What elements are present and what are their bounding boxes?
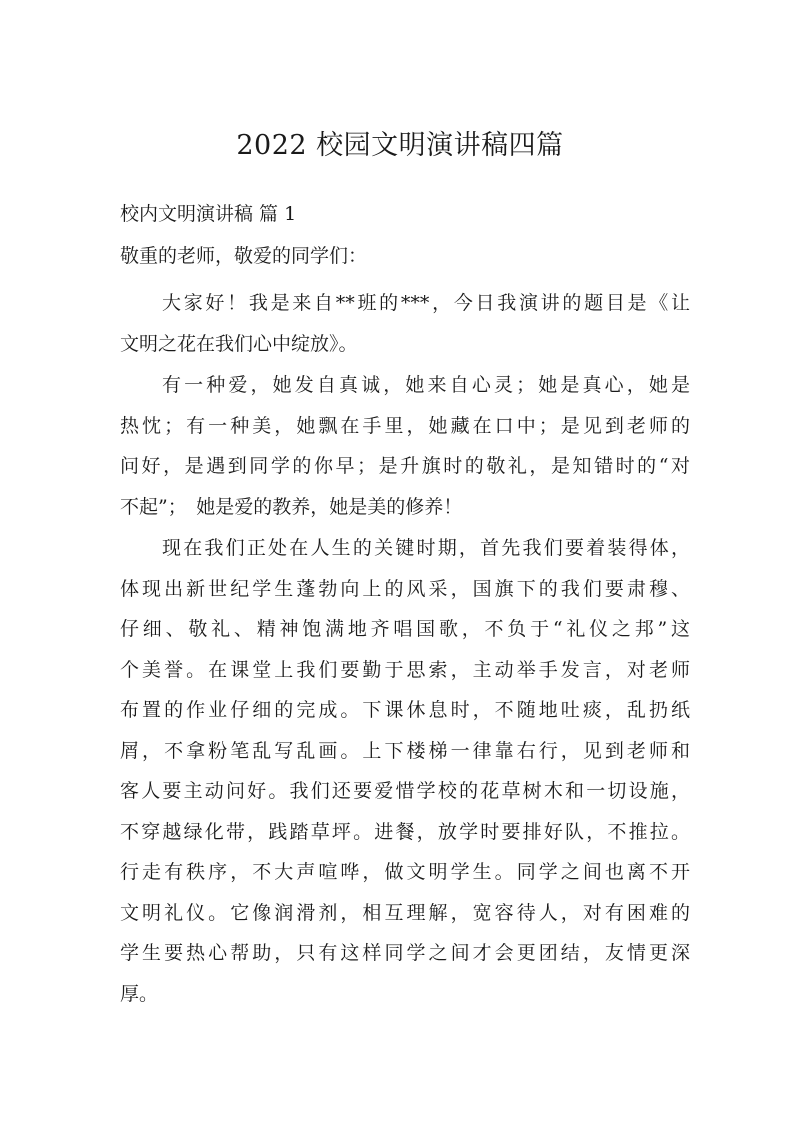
paragraph-line: 文明礼仪。它像润滑剂，相互理解，宽容待人，对有困难的 (120, 901, 690, 924)
paragraph-line: 学生要热心帮助，只有这样同学之间才会更团结，友情更深 (120, 942, 690, 964)
paragraph-line: 厚。 (120, 982, 159, 1005)
salutation: 敬重的老师，敬爱的同学们： (120, 245, 368, 267)
paragraph-line: 文明之花在我们心中绽放》。 (120, 332, 358, 355)
paragraph-line: 不穿越绿化带，践踏草坪。进餐，放学时要排好队，不推拉。 (120, 820, 690, 843)
paragraph-conduct (120, 528, 690, 1014)
paragraph-line: 客人要主动问好。我们还要爱惜学校的花草树木和一切设施， (120, 780, 690, 802)
paragraph-line: 布置的作业仔细的完成。下课休息时，不随地吐痰，乱扔纸 (120, 699, 690, 721)
paragraph-line: 屑，不拿粉笔乱写乱画。上下楼梯一律靠右行，见到老师和 (120, 739, 690, 762)
paragraph-line: 仔细、敬礼、精神饱满地齐唱国歌，不负于“礼仪之邦”这 (120, 618, 690, 640)
document-title: 2022 校园文明演讲稿四篇 (236, 130, 564, 161)
paragraph-line: 现在我们正处在人生的关键时期，首先我们要着装得体， (162, 537, 690, 559)
paragraph-line: 大家好！我是来自**班的***，今日我演讲的题目是《让 (162, 292, 690, 314)
paragraph-line: 不起”； 她是爱的教养，她是美的修养！ (120, 495, 463, 518)
paragraph-line: 有一种爱，她发自真诚，她来自心灵；她是真心，她是 (162, 374, 690, 396)
paragraph-love-and-beauty (120, 365, 690, 527)
section-heading: 校内文明演讲稿 篇 1 (120, 203, 297, 225)
paragraph-line: 热忱；有一种美，她飘在手里，她藏在口中；是见到老师的 (120, 414, 690, 437)
paragraph-line: 行走有秩序，不大声喧哗，做文明学生。同学之间也离不开 (120, 861, 690, 883)
paragraph-greeting (120, 283, 690, 364)
paragraph-line: 体现出新世纪学生蓬勃向上的风采，国旗下的我们要肃穆、 (120, 577, 690, 600)
paragraph-line: 问好，是遇到同学的你早；是升旗时的敬礼，是知错时的“对 (120, 455, 690, 477)
paragraph-line: 个美誉。在课堂上我们要勤于思索，主动举手发言，对老师 (120, 658, 690, 681)
